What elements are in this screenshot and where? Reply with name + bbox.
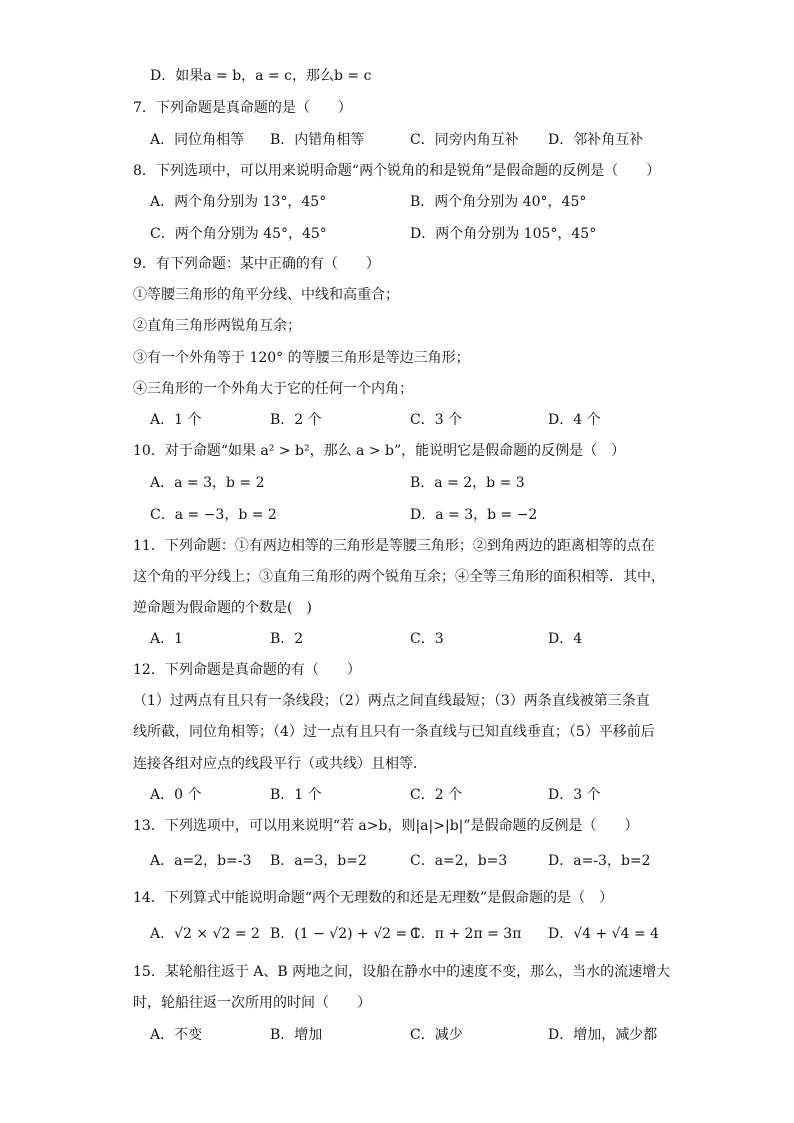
q9-option-c: C．3 个 xyxy=(410,412,463,428)
q13-stem: 13．下列选项中，可以用来说明“若 a>b，则|a|>|b|”是假命题的反例是（ ） xyxy=(133,818,639,834)
q7-option-d: D．邻补角互补 xyxy=(548,132,644,148)
q14-option-d: D．√4 + √4 = 4 xyxy=(548,926,660,942)
q11-option-b: B．2 xyxy=(270,631,304,647)
q8-stem: 8．下列选项中，可以用来说明命题“两个锐角的和是锐角”是假命题的反例是（ ） xyxy=(133,163,661,179)
q7-option-a: A．同位角相等 xyxy=(150,132,245,148)
q12-stem: 12．下列命题是真命题的有（ ） xyxy=(133,662,361,678)
q10-option-a: A．a = 3，b = 2 xyxy=(150,475,265,491)
q11-option-c: C．3 xyxy=(410,631,444,647)
q11-stem-line-2: 这个角的平分线上；③直角三角形的两个锐角互余；④全等三角形的面积相等．其中， xyxy=(133,569,665,585)
q11-option-a: A．1 xyxy=(150,631,184,647)
q12-option-d: D．3 个 xyxy=(548,787,601,803)
q13-option-d: D．a=-3，b=2 xyxy=(548,853,651,869)
q8-option-d: D．两个角分别为 105°，45° xyxy=(410,226,597,242)
q11-stem-line-3: 逆命题为假命题的个数是( ) xyxy=(133,600,312,616)
q10-option-c: C．a = −3，b = 2 xyxy=(150,507,277,523)
q9-item-4: ④三角形的一个外角大于它的任何一个内角； xyxy=(133,381,413,397)
q12-option-b: B．1 个 xyxy=(270,787,322,803)
q7-option-b: B．内错角相等 xyxy=(270,132,365,148)
q9-option-a: A．1 个 xyxy=(150,412,202,428)
q7-stem: 7．下列命题是真命题的是（ ） xyxy=(133,100,352,116)
q9-option-b: B．2 个 xyxy=(270,412,322,428)
q13-option-a: A．a=2，b=-3 xyxy=(150,853,252,869)
q14-stem: 14．下列算式中能说明命题“两个无理数的和还是无理数”是假命题的是（ ） xyxy=(133,890,614,906)
q7-option-c: C．同旁内角互补 xyxy=(410,132,519,148)
q8-option-b: B．两个角分别为 40°，45° xyxy=(410,194,587,210)
q12-body-line-1: （1）过两点有且只有一条线段；（2）两点之间直线最短；（3）两条直线被第三条直 xyxy=(133,693,650,709)
q10-stem: 10．对于命题“如果 a² > b²，那么 a > b”，能说明它是假命题的反例是（ ） xyxy=(133,443,626,459)
q14-option-b: B．(1 − √2) + √2 = 1 xyxy=(270,926,421,942)
q12-option-a: A．0 个 xyxy=(150,787,202,803)
q13-option-c: C．a=2，b=3 xyxy=(410,853,508,869)
q9-item-1: ①等腰三角形的角平分线、中线和高重合； xyxy=(133,287,399,303)
q15-option-a: A．不变 xyxy=(150,1027,203,1043)
q12-option-c: C．2 个 xyxy=(410,787,463,803)
q15-option-b: B．增加 xyxy=(270,1027,323,1043)
q10-option-b: B．a = 2，b = 3 xyxy=(410,475,525,491)
q12-body-line-2: 线所截，同位角相等；（4）过一点有且只有一条直线与已知直线垂直；（5）平移前后 xyxy=(133,724,655,740)
q9-option-d: D．4 个 xyxy=(548,412,601,428)
q14-option-a: A．√2 × √2 = 2 xyxy=(150,926,260,942)
q6-option-d: D．如果a = b，a = c，那么b = c xyxy=(150,68,372,84)
q12-body-line-3: 连接各组对应点的线段平行（或共线）且相等． xyxy=(133,756,427,772)
q8-option-a: A．两个角分别为 13°，45° xyxy=(150,194,327,210)
q9-stem: 9．有下列命题：某中正确的有（ ） xyxy=(133,256,380,272)
q11-option-d: D．4 xyxy=(548,631,583,647)
q15-option-d: D．增加，减少都 xyxy=(548,1027,658,1043)
q15-stem-line-2: 时，轮船往返一次所用的时间（ ） xyxy=(133,995,371,1011)
q9-item-2: ②直角三角形两锐角互余； xyxy=(133,318,301,334)
q10-option-d: D．a = 3，b = −2 xyxy=(410,507,538,523)
q15-stem-line-1: 15．某轮船往返于 A、B 两地之间，设船在静水中的速度不变，那么，当水的流速增大 xyxy=(133,964,671,980)
q8-option-c: C．两个角分别为 45°，45° xyxy=(150,226,327,242)
q13-option-b: B．a=3，b=2 xyxy=(270,853,367,869)
q15-option-c: C．减少 xyxy=(410,1027,463,1043)
q14-option-c: C．π + 2π = 3π xyxy=(410,926,522,942)
q11-stem-line-1: 11．下列命题：①有两边相等的三角形是等腰三角形；②到角两边的距离相等的点在 xyxy=(133,538,655,554)
q9-item-3: ③有一个外角等于 120° 的等腰三角形是等边三角形； xyxy=(133,350,470,366)
